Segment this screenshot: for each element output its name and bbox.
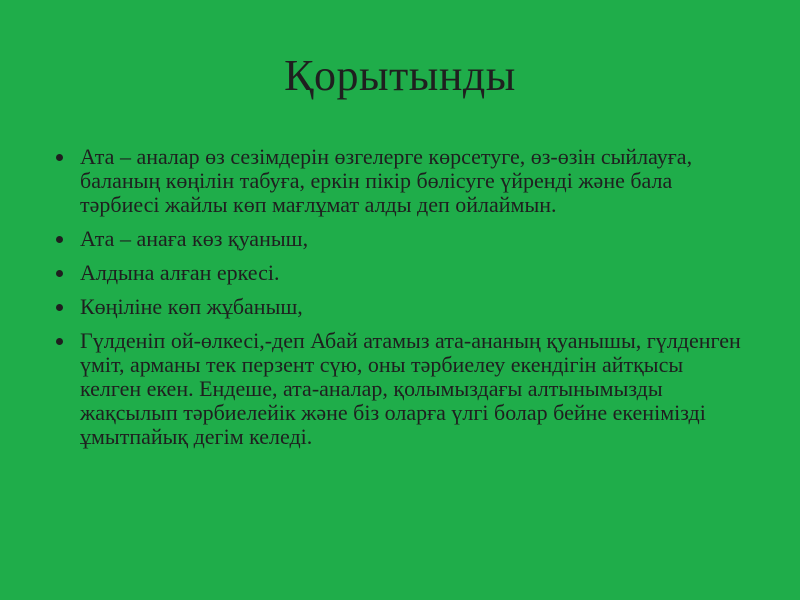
bullet-item	[56, 329, 746, 449]
bullet-dot-icon	[56, 236, 63, 243]
bullet-item	[56, 295, 746, 319]
bullet-text: Ата – анаға көз қуаныш,	[80, 226, 309, 251]
bullet-text: Ата – аналар өз сезімдерін өзгелерге көрсетуге, өз-өзін сыйлауға, баланың көңілін табуға, еркін пікір бөлісуге үйренді және бала тәрбиесі жайлы көп мағлұмат алды деп ойлаймын.	[80, 144, 693, 217]
bullet-item	[56, 261, 746, 285]
bullet-dot-icon	[56, 304, 63, 311]
bullet-text: Алдына алған еркесі.	[80, 260, 280, 285]
bullet-text: Көңіліне көп жұбаныш,	[80, 294, 303, 319]
bullet-dot-icon	[56, 154, 63, 161]
bullet-item	[56, 227, 746, 251]
bullet-list	[56, 145, 746, 459]
bullet-item	[56, 145, 746, 217]
bullet-dot-icon	[56, 338, 63, 345]
slide-title: Қорытынды	[284, 51, 516, 100]
bullet-dot-icon	[56, 270, 63, 277]
bullet-text: Гүлденіп ой-өлкесі,-деп Абай атамыз ата-ананың қуанышы, гүлденген үміт, арманы тек перзент сүю, оны тәрбиелеу екендігін айтқысы келген екен. Ендеше, ата-аналар, қолымыздағы алтынымызды жақсылып тәрбиелейік және біз оларға үлгі болар бейне екенімізді ұмытпайық дегім келеді.	[80, 328, 741, 449]
